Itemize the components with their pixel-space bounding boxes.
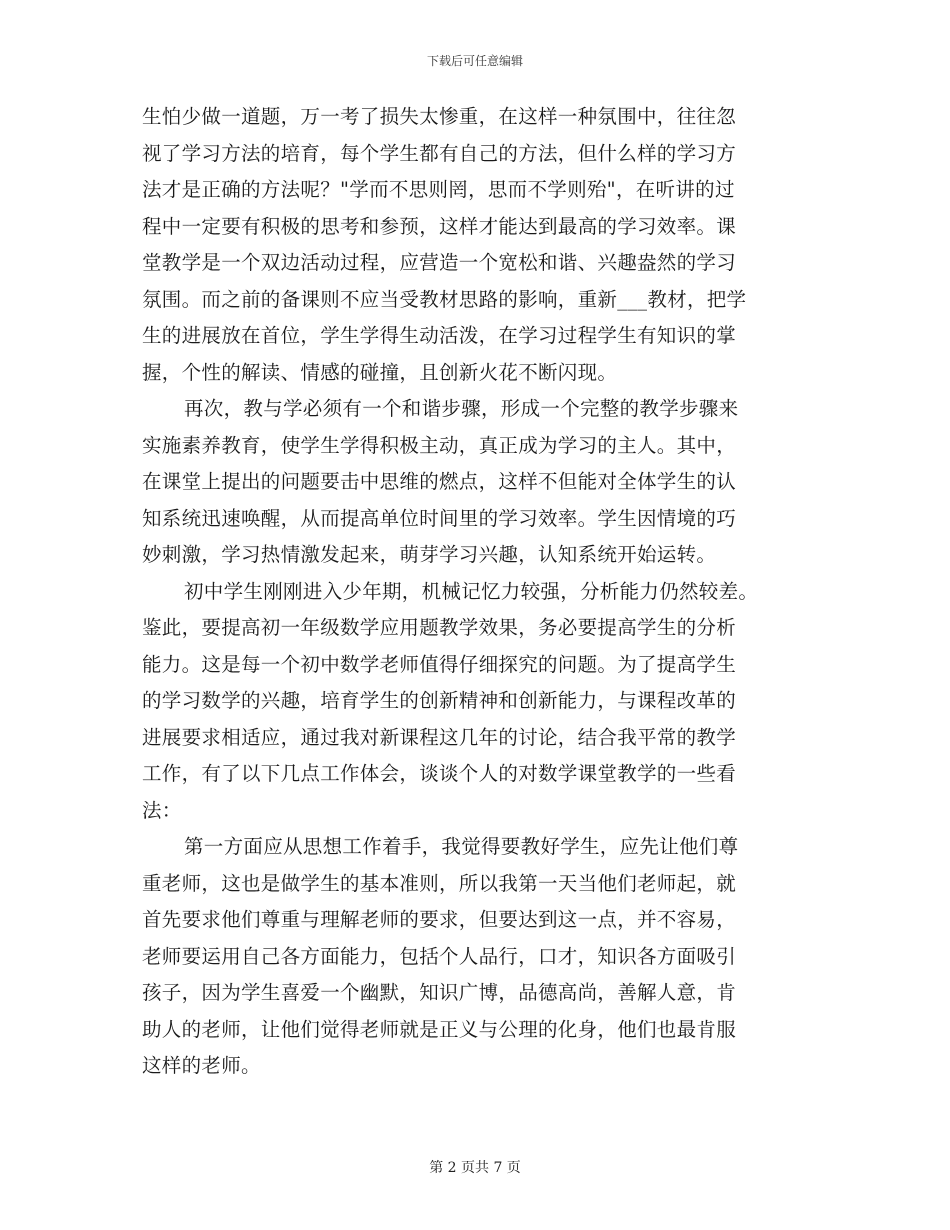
text-line: 鉴此，要提高初一年级数学应用题教学效果，务必要提高学生的分析 [142,616,737,639]
page-header: 下载后可任意编辑 [426,54,523,68]
text-line: 生怕少做一道题，万一考了损失太惨重，在这样一种氛围中，往往忽 [142,105,737,128]
text-line: 程中一定要有积极的思考和参预，这样才能达到最高的学习效率。课 [142,214,737,238]
paragraph-first-line: 再次，教与学必须有一个和谐步骤，形成一个完整的教学步骤来 [184,397,739,420]
text-line: 孩子，因为学生喜爱一个幽默，知识广博，品德高尚，善解人意，肯 [142,981,737,1004]
text-line: 知系统迅速唤醒，从而提高单位时间里的学习效率。学生因情境的巧 [142,506,737,530]
paragraph-first-line: 初中学生刚刚进入少年期，机械记忆力较强，分析能力仍然较差。 [184,579,759,603]
text-line: 握，个性的解读、情感的碰撞，且创新火花不断闪现。 [142,360,618,384]
text-line: 能力。这是每一个初中数学老师值得仔细探究的问题。为了提高学生 [142,652,737,676]
text-line: 老师要运用自己各方面能力，包括个人品行，口才，知识各方面吸引 [142,944,737,968]
text-line: 法： [142,798,182,822]
text-line: 氛围。而之前的备课则不应当受教材思路的影响，重新___教材，把学 [142,287,747,311]
text-line: 妙刺激，学习热情激发起来，萌芽学习兴趣，认知系统开始运转。 [142,543,717,566]
text-line: 进展要求相适应，通过我对新课程这几年的讨论，结合我平常的教学 [142,725,737,749]
document-body [142,99,812,1085]
paragraph-first-line: 第一方面应从思想工作着手，我觉得要教好学生，应先让他们尊 [184,835,739,858]
text-line: 首先要求他们尊重与理解老师的要求，但要达到这一点，并不容易， [142,908,737,931]
text-line: 在课堂上提出的问题要击中思维的燃点，这样不但能对全体学生的认 [142,470,737,493]
page-number: 第 2 页共 7 页 [429,1160,521,1176]
text-line: 重老师，这也是做学生的基本准则，所以我第一天当他们老师起，就 [142,871,737,895]
text-line: 生的进展放在首位，学生学得生动活泼，在学习过程学生有知识的掌 [142,324,737,347]
text-line: 实施素养教育，使学生学得积极主动，真正成为学习的主人。其中， [142,433,737,457]
text-line: 助人的老师，让他们觉得老师就是正义与公理的化身，他们也最肯服 [142,1017,737,1041]
text-line: 法才是正确的方法呢？"学而不思则罔，思而不学则殆"，在听讲的过 [142,178,735,201]
text-line: 工作，有了以下几点工作体会，谈谈个人的对数学课堂教学的一些看 [142,762,737,785]
text-line: 的学习数学的兴趣，培育学生的创新精神和创新能力，与课程改革的 [142,689,737,712]
text-line: 这样的老师。 [142,1054,261,1077]
text-line: 视了学习方法的培育，每个学生都有自己的方法，但什么样的学习方 [142,141,737,165]
text-line: 堂教学是一个双边活动过程，应营造一个宽松和谐、兴趣盎然的学习 [142,251,737,274]
